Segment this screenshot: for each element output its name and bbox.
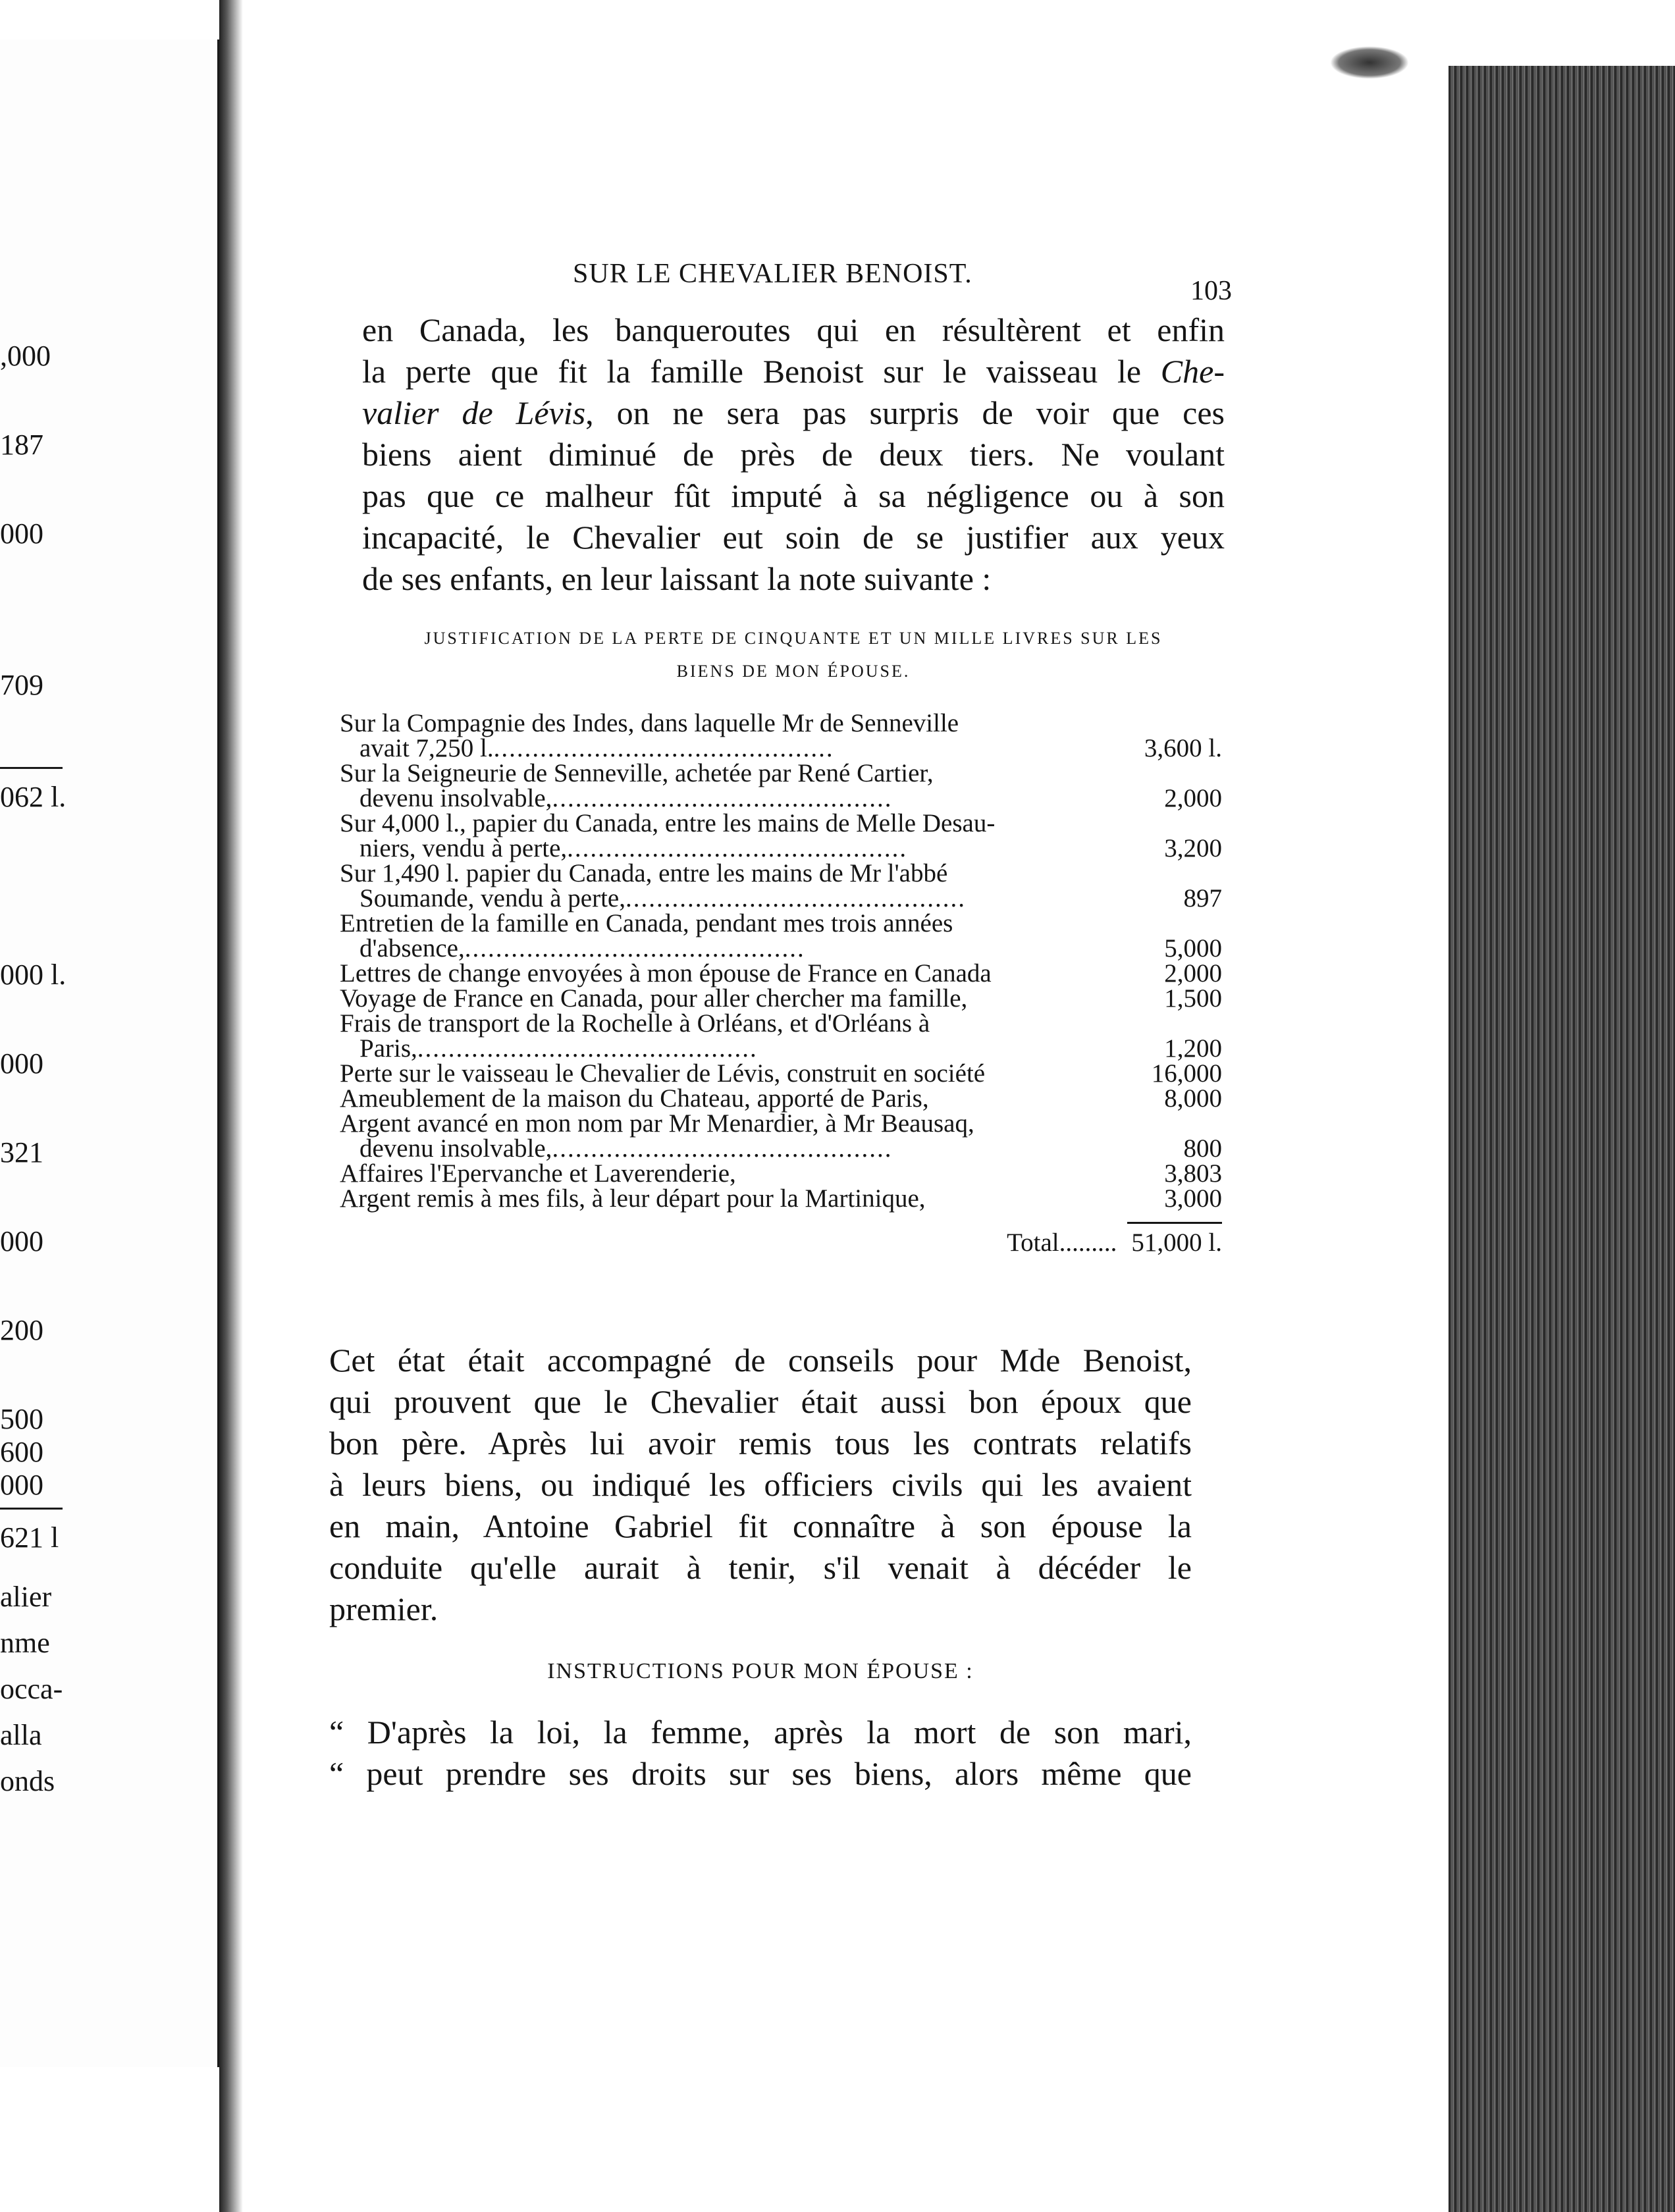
ledger-entry-line-text: avait 7,250 l. bbox=[359, 734, 494, 762]
ledger-entry bbox=[340, 961, 1222, 986]
ledger-entry-line: Argent remis à mes fils, à leur départ pour la Martinique, bbox=[340, 1184, 926, 1213]
book-gutter bbox=[219, 0, 243, 2212]
ledger-entry-line bbox=[340, 886, 1122, 911]
heading-line: BIENS DE MON ÉPOUSE. bbox=[676, 662, 911, 681]
left-margin-number: 000 l. bbox=[0, 959, 66, 991]
total-row bbox=[340, 1230, 1222, 1255]
ledger-entry bbox=[340, 1011, 1222, 1061]
total-label: Total......... bbox=[1007, 1228, 1117, 1257]
text-line bbox=[362, 351, 1225, 392]
left-margin-word: nme bbox=[0, 1627, 50, 1659]
ledger-entry-description bbox=[340, 811, 1130, 861]
left-margin-word: onds bbox=[0, 1765, 55, 1797]
left-margin-number: 062 l. bbox=[0, 781, 66, 813]
page-edges bbox=[1449, 66, 1675, 2212]
ledger-entry-description bbox=[340, 961, 1130, 986]
ledger-entry-line bbox=[340, 1036, 1122, 1061]
ledger-entry-line-text: niers, vendu à perte, bbox=[359, 834, 568, 862]
left-margin-number: 200 bbox=[0, 1314, 43, 1346]
ledger-entry bbox=[340, 761, 1222, 811]
ledger-entry-description bbox=[340, 1161, 1130, 1186]
total-amount: 51,000 l. bbox=[1131, 1228, 1222, 1257]
total-label-text: Total bbox=[1007, 1228, 1059, 1257]
left-margin-number: 321 bbox=[0, 1136, 43, 1169]
ledger-entry-line: Sur la Seigneurie de Senneville, achetée par René Cartier, bbox=[340, 759, 934, 787]
text-line: biens aient diminué de près de deux tiers. Ne voulant bbox=[362, 436, 1225, 473]
leader-dots: ............................................ bbox=[552, 784, 893, 812]
left-margin-number: 000 bbox=[0, 1469, 43, 1501]
instructions-heading: INSTRUCTIONS POUR MON ÉPOUSE : bbox=[547, 1659, 974, 1683]
ledger-entry-line bbox=[340, 736, 1122, 761]
left-margin-rule bbox=[0, 1508, 63, 1510]
ledger-entry-description bbox=[340, 1111, 1130, 1161]
ledger-entry-amount: 3,200 bbox=[1164, 834, 1222, 862]
ledger-entry-description bbox=[340, 1011, 1130, 1061]
ledger-entry-description bbox=[340, 1061, 1130, 1086]
paragraph-1 bbox=[362, 309, 1225, 600]
ledger-table bbox=[340, 711, 1222, 1255]
text-line: bon père. Après lui avoir remis tous les contrats relatifs bbox=[329, 1425, 1192, 1462]
ledger-entry bbox=[340, 986, 1222, 1011]
ledger-entry-line bbox=[340, 936, 1122, 961]
ledger-entry-amount: 897 bbox=[1183, 884, 1222, 912]
left-margin-number: 000 bbox=[0, 1225, 43, 1257]
text-line: conduite qu'elle aurait à tenir, s'il venait à décéder le bbox=[329, 1549, 1192, 1586]
text-line: premier. bbox=[329, 1591, 439, 1627]
ledger-entry-description bbox=[340, 1086, 1130, 1111]
left-facing-page bbox=[0, 40, 219, 2067]
leader-dots: ............................................ bbox=[417, 1034, 758, 1063]
ledger-entry-line-text: devenu insolvable, bbox=[359, 784, 552, 812]
ledger-entry-line-text: Paris, bbox=[359, 1034, 417, 1063]
ledger-entry-line-text: d'absence, bbox=[359, 934, 465, 962]
heading-line: JUSTIFICATION DE LA PERTE DE CINQUANTE ET UN MILLE LIVRES SUR LES bbox=[424, 629, 1163, 648]
left-margin-number: 709 bbox=[0, 669, 43, 701]
justification-heading bbox=[362, 622, 1225, 688]
ledger-entry bbox=[340, 1161, 1222, 1186]
ledger-entry-description bbox=[340, 861, 1130, 911]
text-line-italic: Che- bbox=[1160, 353, 1225, 390]
ledger-entry-amount: 8,000 bbox=[1164, 1084, 1222, 1113]
left-margin-word: alier bbox=[0, 1581, 52, 1613]
ledger-entry-line: Lettres de change envoyées à mon épouse de France en Canada bbox=[340, 959, 992, 988]
ledger-entry bbox=[340, 861, 1222, 911]
ledger-entry-amount: 1,500 bbox=[1164, 984, 1222, 1013]
ledger-entry-line: Sur la Compagnie des Indes, dans laquelle Mr de Senneville bbox=[340, 709, 959, 737]
text-line-part: la perte que fit la famille Benoist sur le vaisseau le bbox=[362, 353, 1161, 390]
ledger-entry-amount: 2,000 bbox=[1164, 784, 1222, 812]
ledger-entry-description bbox=[340, 986, 1130, 1011]
text-line: en Canada, les banqueroutes qui en résultèrent et enfin bbox=[362, 311, 1225, 348]
ledger-entry-description bbox=[340, 1186, 1130, 1211]
ledger-entry-amount: 1,200 bbox=[1164, 1034, 1222, 1063]
ledger-entry-amount: 5,000 bbox=[1164, 934, 1222, 962]
ledger-entry bbox=[340, 1061, 1222, 1086]
ledger-entry-line bbox=[340, 786, 1122, 811]
text-line bbox=[362, 392, 1225, 434]
ledger-entry bbox=[340, 1086, 1222, 1111]
ledger-entry-line bbox=[340, 836, 1122, 861]
left-margin-rule bbox=[0, 767, 63, 769]
ledger-entry bbox=[340, 1111, 1222, 1161]
leader-dots: ............................................ bbox=[625, 884, 966, 912]
running-head: SUR LE CHEVALIER BENOIST. bbox=[573, 259, 972, 289]
left-margin-number: 600 bbox=[0, 1436, 43, 1468]
ledger-entry-description bbox=[340, 761, 1130, 811]
ink-blot bbox=[1330, 46, 1409, 79]
text-line: incapacité, le Chevalier eut soin de se justifier aux yeux bbox=[362, 519, 1225, 556]
ledger-entry bbox=[340, 711, 1222, 761]
ledger-entry-amount: 3,600 l. bbox=[1144, 734, 1222, 762]
left-margin-word: alla bbox=[0, 1719, 42, 1751]
ledger-entry-line: Sur 1,490 l. papier du Canada, entre les mains de Mr l'abbé bbox=[340, 859, 948, 887]
text-line: Cet état était accompagné de conseils pour Mde Benoist, bbox=[329, 1342, 1192, 1379]
paragraph-2 bbox=[329, 1340, 1192, 1630]
ledger-entry-line: Voyage de France en Canada, pour aller chercher ma famille, bbox=[340, 984, 968, 1013]
paragraph-3 bbox=[329, 1712, 1192, 1795]
left-margin-number: 000 bbox=[0, 1047, 43, 1080]
ledger-entry-amount: 2,000 bbox=[1164, 959, 1222, 988]
ledger-entry-line: Ameublement de la maison du Chateau, apporté de Paris, bbox=[340, 1084, 929, 1113]
text-line: “ peut prendre ses droits sur ses biens, alors même que bbox=[329, 1755, 1192, 1792]
ledger-entry-line: Sur 4,000 l., papier du Canada, entre les mains de Melle Desau- bbox=[340, 809, 996, 837]
ledger-entry-line: Perte sur le vaisseau le Chevalier de Lévis, construit en société bbox=[340, 1059, 986, 1088]
page-number: 103 bbox=[1190, 276, 1232, 306]
left-margin-number: 500 bbox=[0, 1403, 43, 1435]
leader-dots: ............................................ bbox=[552, 1134, 893, 1163]
total-rule bbox=[1127, 1222, 1222, 1224]
leader-dots: ............................................ bbox=[464, 934, 805, 962]
ledger-rows bbox=[340, 711, 1222, 1211]
ledger-entry-line: Frais de transport de la Rochelle à Orléans, et d'Orléans à bbox=[340, 1009, 930, 1038]
left-page-margin bbox=[0, 40, 66, 2067]
ledger-entry-line-text: Soumande, vendu à perte, bbox=[359, 884, 625, 912]
ledger-entry-amount: 3,803 bbox=[1164, 1159, 1222, 1188]
leader-dots: ............................................ bbox=[493, 734, 834, 762]
text-line: à leurs biens, ou indiqué les officiers civils qui les avaient bbox=[329, 1466, 1192, 1503]
text-line: de ses enfants, en leur laissant la note suivante : bbox=[362, 560, 992, 597]
text-line-part: , on ne sera pas surpris de voir que ces bbox=[585, 394, 1225, 431]
ledger-entry-amount: 800 bbox=[1183, 1134, 1222, 1163]
left-margin-number: 187 bbox=[0, 429, 43, 461]
left-margin-number: 621 l bbox=[0, 1521, 59, 1554]
left-margin-number: ,000 bbox=[0, 340, 51, 372]
left-margin-number: 000 bbox=[0, 517, 43, 550]
ledger-entry-line: Entretien de la famille en Canada, pendant mes trois années bbox=[340, 909, 953, 937]
ledger-entry-description bbox=[340, 911, 1130, 961]
ledger-entry-line bbox=[340, 1136, 1122, 1161]
text-line: en main, Antoine Gabriel fit connaître à son épouse la bbox=[329, 1508, 1192, 1544]
ledger-entry-amount: 16,000 bbox=[1151, 1059, 1222, 1088]
ledger-entry-line: Argent avancé en mon nom par Mr Menardier, à Mr Beausaq, bbox=[340, 1109, 974, 1138]
ledger-entry-description bbox=[340, 711, 1130, 761]
ledger-entry-line-text: devenu insolvable, bbox=[359, 1134, 552, 1163]
ledger-entry bbox=[340, 1186, 1222, 1211]
text-line: pas que ce malheur fût imputé à sa négligence ou à son bbox=[362, 477, 1225, 514]
ledger-entry-line: Affaires l'Epervanche et Laverenderie, bbox=[340, 1159, 736, 1188]
text-line: qui prouvent que le Chevalier était aussi bon époux que bbox=[329, 1383, 1192, 1420]
ledger-entry bbox=[340, 911, 1222, 961]
leader-dots: ............................................ bbox=[567, 834, 908, 862]
text-line-italic: valier de Lévis bbox=[362, 394, 586, 431]
left-margin-word: occa- bbox=[0, 1673, 63, 1705]
text-line: “ D'après la loi, la femme, après la mort de son mari, bbox=[329, 1714, 1192, 1751]
ledger-entry bbox=[340, 811, 1222, 861]
ledger-entry-amount: 3,000 bbox=[1164, 1184, 1222, 1213]
